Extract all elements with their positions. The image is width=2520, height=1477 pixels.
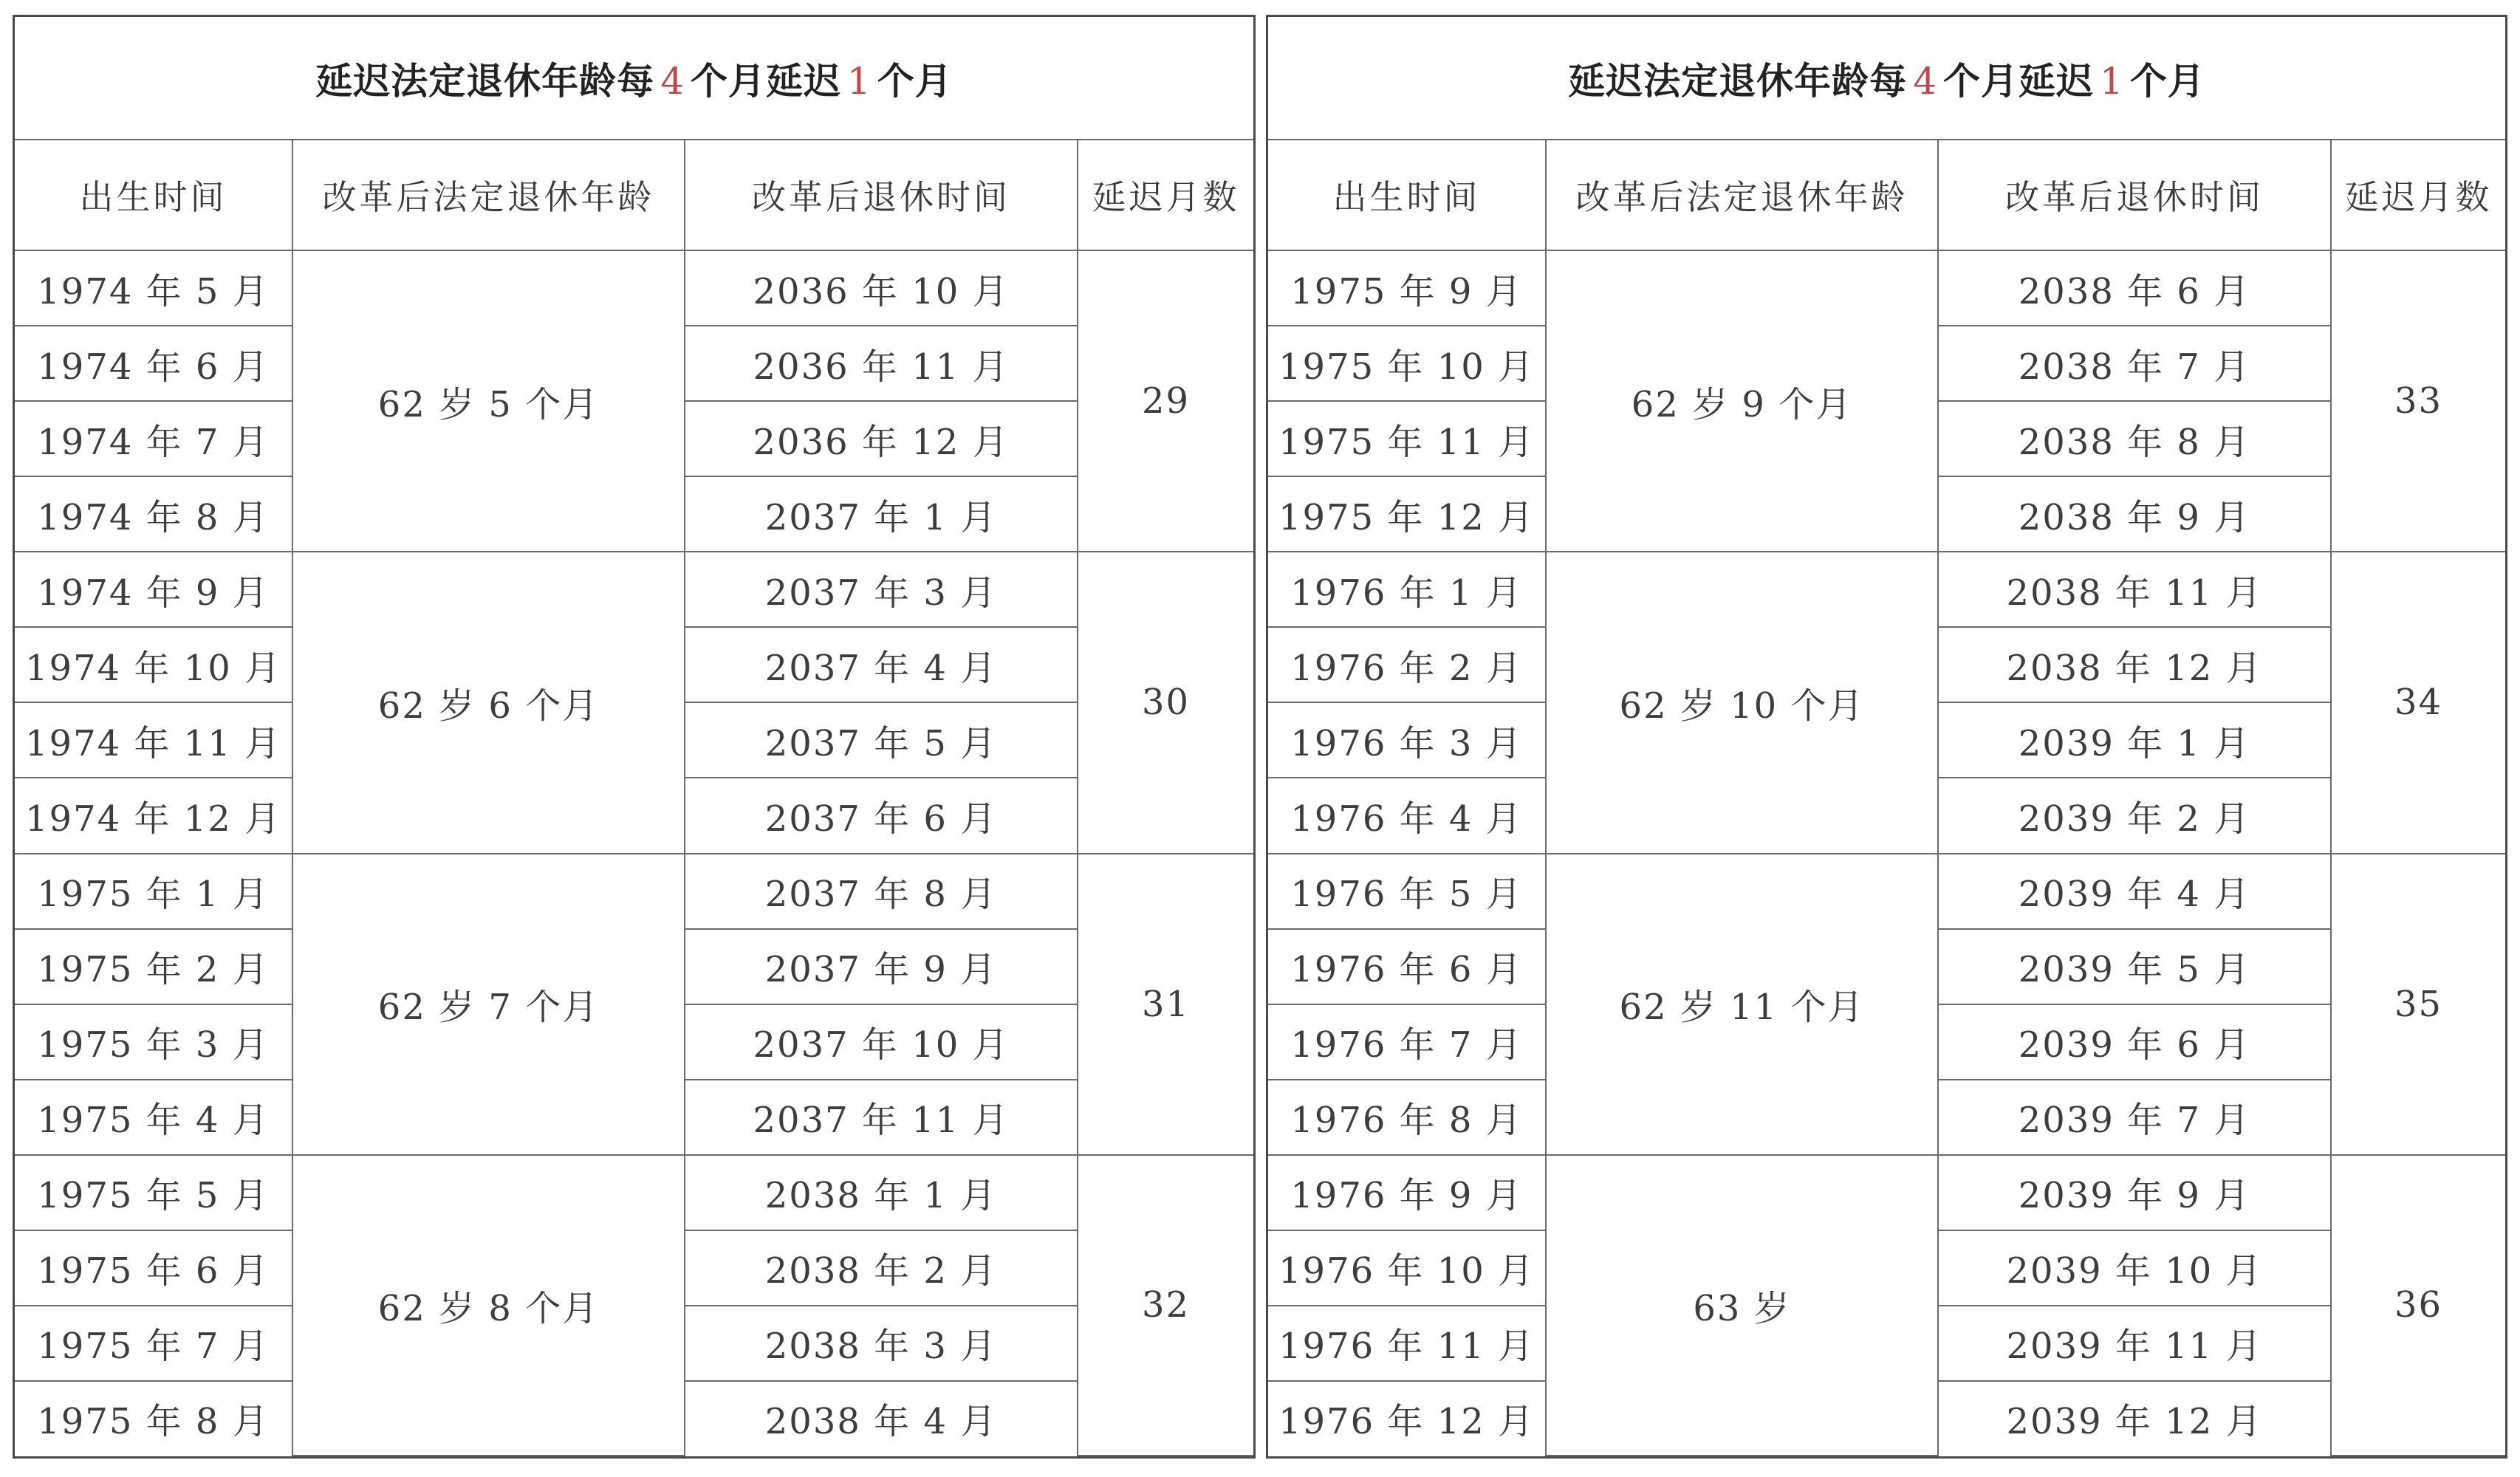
column-header: 改革后法定退休年龄 (292, 140, 685, 250)
retirement-date-cell: 2037 年 6 月 (685, 778, 1078, 853)
retirement-date-cell: 2038 年 1 月 (685, 1155, 1078, 1230)
retirement-date-cell: 2038 年 4 月 (685, 1381, 1078, 1456)
birth-date-cell: 1974 年 6 月 (15, 326, 292, 401)
column-header: 改革后法定退休年龄 (1546, 140, 1938, 250)
retirement-date-cell: 2039 年 5 月 (1938, 929, 2331, 1004)
birth-date-cell: 1975 年 10 月 (1268, 326, 1546, 401)
birth-date-cell: 1976 年 12 月 (1268, 1381, 1546, 1456)
birth-date-cell: 1974 年 11 月 (15, 702, 292, 778)
title-part: 个月 (877, 59, 953, 103)
title-part: 4 (660, 59, 685, 103)
retirement-date-cell: 2037 年 1 月 (685, 476, 1078, 552)
birth-date-cell: 1976 年 5 月 (1268, 854, 1546, 929)
retirement-date-cell: 2038 年 11 月 (1938, 552, 2331, 627)
retirement-date-cell: 2038 年 12 月 (1938, 627, 2331, 702)
table-row (1268, 552, 2505, 627)
title-part: 4 (1913, 59, 1937, 103)
retirement-date-cell: 2036 年 11 月 (685, 326, 1078, 401)
retirement-age-cell: 62 岁 11 个月 (1546, 854, 1938, 1155)
delay-months-cell: 36 (2331, 1155, 2505, 1456)
retirement-date-cell: 2038 年 8 月 (1938, 401, 2331, 476)
birth-date-cell: 1975 年 12 月 (1268, 476, 1546, 552)
title-part: 个月延迟 (691, 59, 841, 103)
delay-months-cell: 34 (2331, 552, 2505, 853)
column-header: 出生时间 (1268, 140, 1546, 250)
title-row (15, 17, 1253, 140)
retirement-date-cell: 2037 年 10 月 (685, 1004, 1078, 1080)
retirement-date-cell: 2038 年 7 月 (1938, 326, 2331, 401)
retirement-date-cell: 2038 年 2 月 (685, 1230, 1078, 1306)
retirement-date-cell: 2037 年 9 月 (685, 929, 1078, 1004)
birth-date-cell: 1975 年 4 月 (15, 1080, 292, 1155)
retirement-date-cell: 2037 年 11 月 (685, 1080, 1078, 1155)
column-header: 改革后退休时间 (685, 140, 1078, 250)
retirement-tables (13, 15, 2507, 1459)
table-row (15, 552, 1253, 627)
retirement-age-cell: 62 岁 5 个月 (292, 250, 685, 552)
retirement-date-cell: 2039 年 2 月 (1938, 778, 2331, 853)
retirement-age-cell: 62 岁 8 个月 (292, 1155, 685, 1456)
retirement-table (15, 17, 1253, 1456)
retirement-date-cell: 2039 年 11 月 (1938, 1306, 2331, 1381)
retirement-table (1268, 17, 2505, 1456)
retirement-date-cell: 2039 年 4 月 (1938, 854, 2331, 929)
column-header: 改革后退休时间 (1938, 140, 2331, 250)
birth-date-cell: 1975 年 5 月 (15, 1155, 292, 1230)
birth-date-cell: 1976 年 6 月 (1268, 929, 1546, 1004)
table-title (15, 17, 1253, 140)
birth-date-cell: 1974 年 9 月 (15, 552, 292, 627)
table-row (15, 1155, 1253, 1230)
retirement-date-cell: 2037 年 5 月 (685, 702, 1078, 778)
delay-months-cell: 33 (2331, 250, 2505, 552)
birth-date-cell: 1976 年 10 月 (1268, 1230, 1546, 1306)
birth-date-cell: 1975 年 1 月 (15, 854, 292, 929)
delay-months-cell: 32 (1078, 1155, 1253, 1456)
table-row (1268, 250, 2505, 326)
column-header: 出生时间 (15, 140, 292, 250)
birth-date-cell: 1974 年 5 月 (15, 250, 292, 326)
retirement-date-cell: 2039 年 10 月 (1938, 1230, 2331, 1306)
birth-date-cell: 1976 年 8 月 (1268, 1080, 1546, 1155)
retirement-date-cell: 2039 年 12 月 (1938, 1381, 2331, 1456)
birth-date-cell: 1975 年 8 月 (15, 1381, 292, 1456)
birth-date-cell: 1976 年 9 月 (1268, 1155, 1546, 1230)
title-part: 个月延迟 (1943, 59, 2094, 103)
retirement-table-right (1266, 15, 2507, 1459)
delay-months-cell: 29 (1078, 250, 1253, 552)
retirement-date-cell: 2038 年 6 月 (1938, 250, 2331, 326)
retirement-date-cell: 2038 年 9 月 (1938, 476, 2331, 552)
title-part: 延迟法定退休年龄每 (315, 59, 655, 103)
column-header: 延迟月数 (1078, 140, 1253, 250)
retirement-date-cell: 2039 年 6 月 (1938, 1004, 2331, 1080)
title-part: 个月 (2129, 59, 2205, 103)
title-row (1268, 17, 2505, 140)
birth-date-cell: 1976 年 3 月 (1268, 702, 1546, 778)
birth-date-cell: 1976 年 2 月 (1268, 627, 1546, 702)
retirement-age-cell: 62 岁 10 个月 (1546, 552, 1938, 853)
table-row (1268, 854, 2505, 929)
birth-date-cell: 1976 年 1 月 (1268, 552, 1546, 627)
retirement-date-cell: 2039 年 7 月 (1938, 1080, 2331, 1155)
column-header: 延迟月数 (2331, 140, 2505, 250)
birth-date-cell: 1975 年 9 月 (1268, 250, 1546, 326)
title-part: 1 (847, 59, 872, 103)
retirement-date-cell: 2039 年 1 月 (1938, 702, 2331, 778)
table-row (15, 854, 1253, 929)
title-part: 延迟法定退休年龄每 (1568, 59, 1908, 103)
retirement-date-cell: 2036 年 10 月 (685, 250, 1078, 326)
birth-date-cell: 1974 年 12 月 (15, 778, 292, 853)
birth-date-cell: 1976 年 11 月 (1268, 1306, 1546, 1381)
table-row (15, 250, 1253, 326)
retirement-date-cell: 2037 年 3 月 (685, 552, 1078, 627)
table-title (1268, 17, 2505, 140)
table-row (1268, 1155, 2505, 1230)
birth-date-cell: 1975 年 11 月 (1268, 401, 1546, 476)
birth-date-cell: 1974 年 8 月 (15, 476, 292, 552)
delay-months-cell: 31 (1078, 854, 1253, 1155)
title-part: 1 (2100, 59, 2124, 103)
header-row (15, 140, 1253, 250)
retirement-date-cell: 2037 年 8 月 (685, 854, 1078, 929)
retirement-table-left (13, 15, 1256, 1459)
birth-date-cell: 1975 年 2 月 (15, 929, 292, 1004)
header-row (1268, 140, 2505, 250)
birth-date-cell: 1976 年 4 月 (1268, 778, 1546, 853)
birth-date-cell: 1975 年 3 月 (15, 1004, 292, 1080)
retirement-date-cell: 2037 年 4 月 (685, 627, 1078, 702)
delay-months-cell: 30 (1078, 552, 1253, 853)
retirement-date-cell: 2038 年 3 月 (685, 1306, 1078, 1381)
birth-date-cell: 1975 年 6 月 (15, 1230, 292, 1306)
delay-months-cell: 35 (2331, 854, 2505, 1155)
retirement-age-cell: 62 岁 6 个月 (292, 552, 685, 853)
retirement-age-cell: 63 岁 (1546, 1155, 1938, 1456)
birth-date-cell: 1974 年 7 月 (15, 401, 292, 476)
birth-date-cell: 1974 年 10 月 (15, 627, 292, 702)
birth-date-cell: 1975 年 7 月 (15, 1306, 292, 1381)
retirement-date-cell: 2039 年 9 月 (1938, 1155, 2331, 1230)
retirement-age-cell: 62 岁 9 个月 (1546, 250, 1938, 552)
retirement-age-cell: 62 岁 7 个月 (292, 854, 685, 1155)
birth-date-cell: 1976 年 7 月 (1268, 1004, 1546, 1080)
retirement-date-cell: 2036 年 12 月 (685, 401, 1078, 476)
